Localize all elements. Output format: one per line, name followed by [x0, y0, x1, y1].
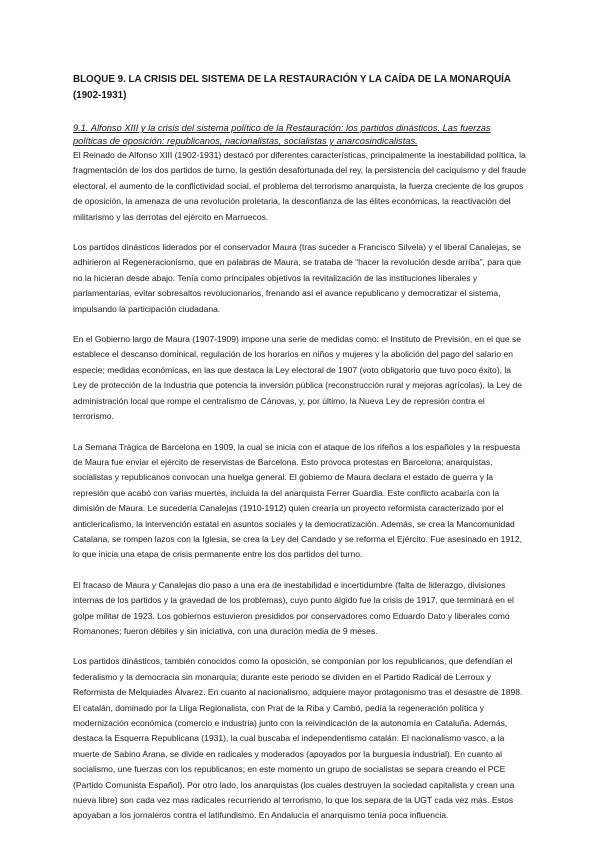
paragraph-6: Los partidos dinásticos, también conocidos como la oposición, se componían por los republicanos, que defendían el federalismo y la democracia sin monarquía; durante este periodo se dividen en el Partido Radical de Lerroux y Reformista de Melquiades Álvarez. En cuanto al nacionalismo, adquiere mayor protagonismo tras el desastre de 1898. El catalán, dominado por la Lliga Regionalista, con Prat de la Riba y Cambó, pedía la regeneración política y modernización económica (comercio e industria) junto con la reivindicación de la autonomía en Cataluña. Además, destaca la Esquerra Republicana (1931), la cual buscaba el independentismo catalán. El nacionalismo vasco, a la muerte de Sabino Arana, se divide en radicales y moderados (apoyados por la burguesía industrial). En cuanto al socialismo, une fuerzas con los republicanos; en este momento un grupo de socialistas se separa creando el PCE (Partido Comunista Español). Por otro lado, los anarquistas (los cuales destruyen la sociedad capitalista y crean una nueva libre) son cada vez mas radicales recurriendo al terrorismo, lo que los separa de la UGT cada vez más. Estos apoyaban a los jornaleros contra el latifundismo. En Andalucía el anarquismo tenía poca influencia.: [73, 656, 523, 821]
paragraph-5: El fracaso de Maura y Canalejas dio paso a una era de inestabilidad e incertidumbre (falta de liderazgo, divisiones internas de los partidos y la gravedad de los problemas), cuyo punto álgido fue la crisis de 1917, que terminará en el golpe militar de 1923. Los gobiernos estuvieron presididos por conservadores como Eduardo Dato y liberales como Romanones; fueron débiles y sin iniciativa, con una duración media de 9 meses.: [73, 579, 514, 636]
document-title: BLOQUE 9. LA CRISIS DEL SISTEMA DE LA RESTAURACIÓN Y LA CAÍDA DE LA MONARQUÍA (1902-1931): [73, 74, 511, 101]
paragraph-2: Los partidos dinásticos liderados por el conservador Maura (tras suceder a Francisco Silvela) y el liberal Canalejas, se adhirieron al Regeneracionismo, que en palabras de Maura, se trataba de “hacer la revolución desde arriba”, para que no la hicieran desde abajo. Tenía como principales objetivos la revitalización de las instituciones liberales y parlamentarias, evitar sobresaltos revolucionarios, frenando así el avance republicano y democratizar el sistema, impulsando la participación ciudadana.: [73, 242, 522, 314]
paragraph-4: La Semana Trágica de Barcelona en 1909, la cual se inicia con el ataque de los rifeños a los españoles y la respuesta de Maura fue enviar el ejército de reservistas de Barcelona. Esto provoca protestas en Barcelona; anarquistas, socialistas y republicanos convocan una huelga general. El gobierno de Maura declara el estado de guerra y la represión que acabó con varias muertes, incluida la del anarquista Ferrer Guardia. Este conflicto acabaría con la dimisión de Maura. Le sucedería Canalejas (1910-1912) quien crearía un proyecto reformista caracterizado por el anticlericalismo, la intervención estatal en asuntos sociales y la democratización. Además, se crea la Mancomunidad Catalana, se rompen lazos con la Iglesia, se crea la Ley del Candado y se reforma el Ejército. Fue asesinado en 1912, lo que inicia una etapa de crisis permanente entre los dos partidos del turno.: [73, 441, 522, 560]
section-heading: 9.1. Alfonso XIII y la crisis del sistema político de la Restauración: los partidos dinásticos. Las fuerzas políticas de oposición: republicanos, nacionalistas, socialistas y anarcosindicalistas.: [73, 123, 491, 146]
paragraph-3: En el Gobierno largo de Maura (1907-1909) impone una serie de medidas como: el Instituto de Previsión, en el que se establece el descanso dominical, regulación de los horarios en niños y mujeres y la abolición del pago del salario en especie; medidas económicas, en las que destaca la Ley electoral de 1907 (voto obligatorio que tuvo poco éxito), la Ley de protección de la Industria que potencia la inversión pública (reconstrucción rural y mejoras agrícolas), la Ley de administración local que rompe el centralismo de Cánovas, y, por último, la Nueva Ley de represión contra el terrorismo.: [73, 334, 522, 422]
paragraph-1: El Reinado de Alfonso XIII (1902-1931) destacó por diferentes características, principalmente la inestabilidad política, la fragmentación de los dos partidos de turno, la gestión desafortunada del rey, la persistencia del caciquismo y del fraude electoral, el aumento de la conflictividad social, el problema del terrorismo anarquista, la fuerza creciente de los grupos de oposición, la amenaza de una revolución proletaria, la desconfianza de las élites económicas, la reactivación del militarismo y las derrotas del ejército en Marruecos.: [73, 150, 527, 222]
